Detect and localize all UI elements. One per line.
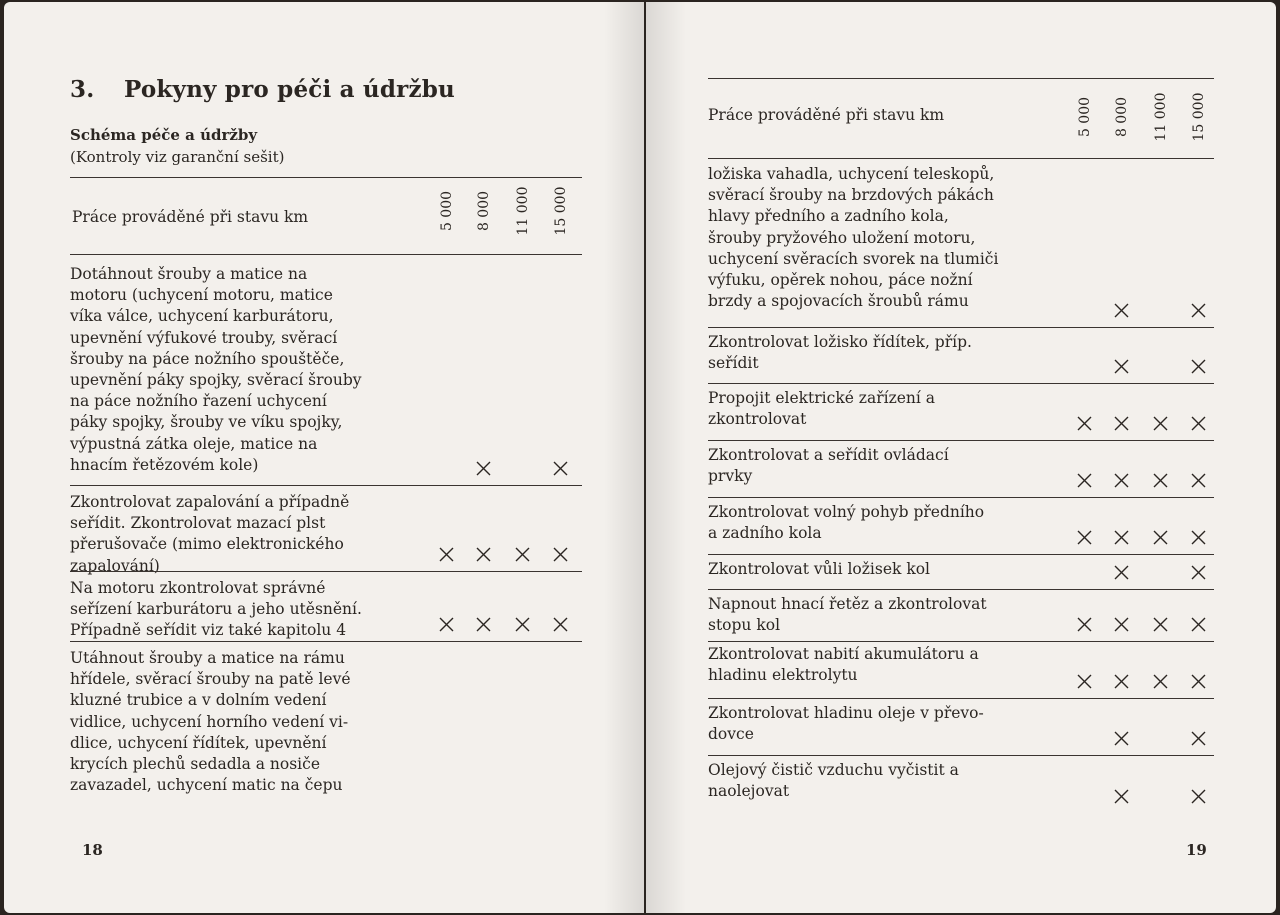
task-description: Zkontrolovat volný pohyb předního a zadního kola (708, 503, 985, 543)
km-column-15000: 15 000 (1191, 92, 1207, 142)
check-mark-icon (553, 617, 568, 632)
chapter-title (70, 76, 455, 103)
check-mark-icon (1114, 416, 1129, 431)
check-mark-icon (1153, 473, 1168, 488)
task-description: Zkontrolovat ložisko řídítek, příp. seřídit (708, 333, 972, 373)
task-description: Utáhnout šrouby a matice na rámu hřídele, svěrací šrouby na patě levé kluzné trubice a v dolním vedení vidlice, uchycení horního vedení vi- dlice, uchycení řídítek, upevnění krycích plechů sedadla a nosiče zavazadel, uchycení matic na čepu (70, 649, 351, 795)
check-mark-icon (1114, 565, 1129, 580)
check-mark-icon (1191, 731, 1206, 746)
table-row (708, 162, 1214, 328)
check-mark-icon (1114, 789, 1129, 804)
section-subtitle: Schéma péče a údržby (70, 126, 258, 144)
table-row (708, 642, 1214, 699)
check-mark-icon (1114, 473, 1129, 488)
section-subnote: (Kontroly viz garanční sešit) (70, 148, 285, 166)
check-mark-icon (515, 547, 530, 562)
table-row (708, 328, 1214, 384)
check-mark-icon (1191, 789, 1206, 804)
table-top-rule (708, 78, 1214, 79)
check-mark-icon (1153, 674, 1168, 689)
check-mark-icon (1191, 359, 1206, 374)
check-mark-icon (476, 617, 491, 632)
task-description: Propojit elektrické zařízení a zkontrolovat (708, 389, 936, 429)
table-row (708, 555, 1214, 590)
check-mark-icon (1153, 617, 1168, 632)
table-row (708, 699, 1214, 756)
table-row (708, 590, 1214, 642)
table-header-label: Práce prováděné při stavu km (72, 208, 309, 226)
check-mark-icon (1114, 359, 1129, 374)
check-mark-icon (1077, 530, 1092, 545)
check-mark-icon (476, 461, 491, 476)
check-mark-icon (1191, 565, 1206, 580)
check-mark-icon (1114, 731, 1129, 746)
table-row (70, 486, 582, 575)
task-description: Zkontrolovat vůli ložisek kol (708, 560, 931, 578)
page-number: 19 (1186, 841, 1207, 859)
check-mark-icon (476, 547, 491, 562)
check-mark-icon (1191, 303, 1206, 318)
km-column-11000: 11 000 (515, 186, 531, 236)
task-description: Zkontrolovat hladinu oleje v převo- dovce (708, 704, 984, 744)
km-column-8000: 8 000 (1114, 96, 1130, 138)
km-column-5000: 5 000 (439, 190, 455, 232)
task-description: Na motoru zkontrolovat správné seřízení karburátoru a jeho utěsnění. Případně seřídit viz také kapitolu 4 (70, 579, 362, 640)
maintenance-table-right (708, 78, 1214, 813)
table-row (70, 258, 582, 486)
chapter-number: 3. (70, 76, 95, 103)
table-header-rule (70, 254, 582, 255)
task-description: Zkontrolovat a seřídit ovládací prvky (708, 446, 949, 486)
check-mark-icon (1114, 303, 1129, 318)
check-mark-icon (1153, 530, 1168, 545)
table-row (708, 498, 1214, 555)
check-mark-icon (1114, 674, 1129, 689)
km-column-5000: 5 000 (1077, 96, 1093, 138)
left-page (4, 2, 644, 913)
check-mark-icon (1077, 674, 1092, 689)
check-mark-icon (1077, 473, 1092, 488)
table-top-rule (70, 177, 582, 178)
table-row (70, 642, 582, 802)
table-row (70, 572, 582, 642)
table-row (708, 384, 1214, 441)
gutter-shadow (604, 2, 644, 913)
check-mark-icon (1191, 416, 1206, 431)
check-mark-icon (439, 547, 454, 562)
check-mark-icon (553, 461, 568, 476)
check-mark-icon (515, 617, 530, 632)
task-description: Zkontrolovat nabití akumulátoru a hladinu elektrolytu (708, 645, 979, 685)
maintenance-table-left (70, 174, 582, 814)
right-page (646, 2, 1276, 913)
check-mark-icon (1077, 617, 1092, 632)
chapter-title-text: Pokyny pro péči a údržbu (124, 76, 455, 103)
check-mark-icon (1191, 530, 1206, 545)
check-mark-icon (1191, 617, 1206, 632)
check-mark-icon (553, 547, 568, 562)
task-description: Dotáhnout šrouby a matice na motoru (uchycení motoru, matice víka válce, uchycení karburátoru, upevnění výfukové trouby, svěrací šrouby na páce nožního spouštěče, upevnění páky spojky, svěrací šrouby na páce nožního řazení uchycení páky spojky, šrouby ve víku spojky, výpustná zátka oleje, matice na hnacím řetězovém kole) (70, 265, 362, 474)
task-description: Zkontrolovat zapalování a případně seřídit. Zkontrolovat mazací plst přerušovače (mimo elektronického zapalování) (70, 493, 350, 575)
km-column-8000: 8 000 (476, 190, 492, 232)
km-column-15000: 15 000 (553, 186, 569, 236)
task-description: ložiska vahadla, uchycení teleskopů, svěrací šrouby na brzdových pákách hlavy předního a zadního kola, šrouby pryžového uložení motoru, uchycení svěracích svorek na tlumiči výfuku, opěrek nohou, páce nožní brzdy a spojovacích šroubů rámu (708, 165, 999, 311)
table-row (708, 441, 1214, 498)
table-header-label: Práce prováděné při stavu km (708, 106, 945, 124)
gutter-shadow (646, 2, 686, 913)
page-number: 18 (82, 841, 103, 859)
km-column-11000: 11 000 (1153, 92, 1169, 142)
check-mark-icon (1114, 617, 1129, 632)
check-mark-icon (1191, 674, 1206, 689)
table-row (708, 756, 1214, 814)
check-mark-icon (1153, 416, 1168, 431)
check-mark-icon (1077, 416, 1092, 431)
check-mark-icon (1114, 530, 1129, 545)
check-mark-icon (439, 617, 454, 632)
table-header-rule (708, 158, 1214, 159)
check-mark-icon (1191, 473, 1206, 488)
task-description: Olejový čistič vzduchu vyčistit a naolejovat (708, 761, 959, 801)
task-description: Napnout hnací řetěz a zkontrolovat stopu kol (708, 595, 987, 635)
